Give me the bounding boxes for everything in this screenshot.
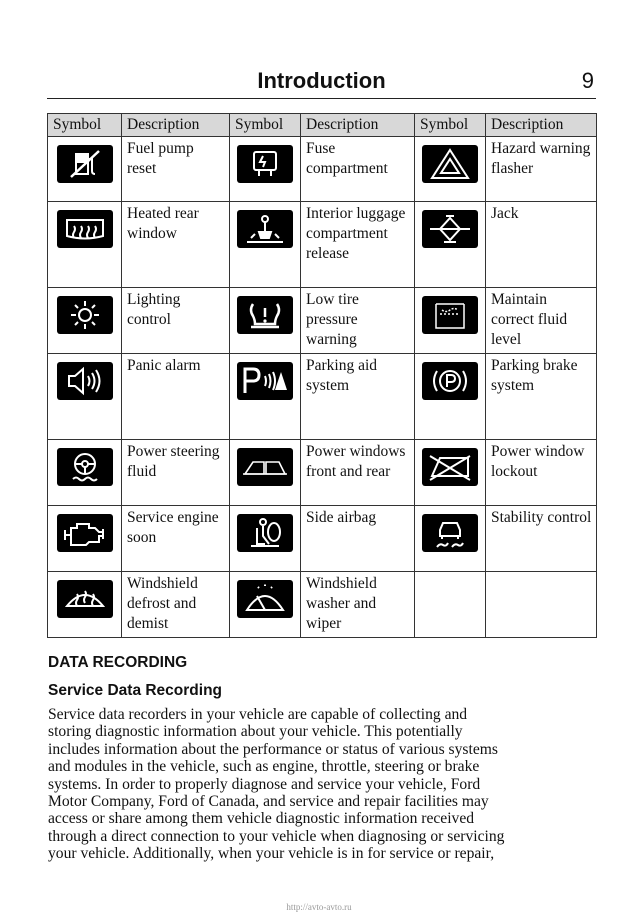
table-row <box>48 572 597 638</box>
description-cell: Power window lockout <box>486 440 597 506</box>
description-cell: Power steering fluid <box>122 440 230 506</box>
empty-cell <box>415 572 486 638</box>
low-tire-pressure-icon <box>237 296 293 334</box>
symbol-cell <box>48 137 122 202</box>
description-cell: Stability control <box>486 506 597 572</box>
symbol-cell <box>230 202 301 288</box>
description-cell: Side airbag <box>301 506 415 572</box>
paragraph-line: your vehicle. Additionally, when your vehicle is in for service or repair, <box>48 845 495 863</box>
table-row <box>48 202 597 288</box>
column-header-description: Description <box>486 114 597 137</box>
table-row <box>48 137 597 202</box>
symbol-cell <box>48 506 122 572</box>
description-cell: Low tire pressure warning <box>301 288 415 354</box>
windshield-defrost-icon <box>57 580 113 618</box>
table-row <box>48 354 597 440</box>
table-row <box>48 288 597 354</box>
description-cell: Interior luggage compartment release <box>301 202 415 288</box>
symbol-cell <box>415 137 486 202</box>
window-lockout-icon <box>422 448 478 486</box>
symbol-cell <box>230 288 301 354</box>
page-number: 9 <box>581 68 594 93</box>
power-steering-fluid-icon <box>57 448 113 486</box>
description-cell: Panic alarm <box>122 354 230 440</box>
paragraph-line: systems. In order to properly diagnose and service your vehicle, Ford <box>48 775 481 793</box>
paragraph-line: and modules in the vehicle, such as engine, throttle, steering or brake <box>48 758 480 776</box>
side-airbag-icon <box>237 514 293 552</box>
paragraph-line: includes information about the performance or status of various systems <box>48 740 498 758</box>
symbol-cell <box>230 440 301 506</box>
section-subheading: Service Data Recording <box>48 682 223 699</box>
symbol-cell <box>230 137 301 202</box>
lighting-control-icon <box>57 296 113 334</box>
description-cell: Lighting control <box>122 288 230 354</box>
power-windows-icon <box>237 448 293 486</box>
page-header <box>47 66 596 99</box>
hazard-warning-icon <box>422 145 478 183</box>
symbol-cell <box>415 506 486 572</box>
description-cell: Hazard warning flasher <box>486 137 597 202</box>
empty-cell <box>486 572 597 638</box>
symbol-cell <box>415 354 486 440</box>
symbol-cell <box>48 202 122 288</box>
description-cell: Jack <box>486 202 597 288</box>
symbol-cell <box>230 506 301 572</box>
column-header-description: Description <box>301 114 415 137</box>
paragraph-line: storing diagnostic information about your vehicle. This potentially <box>48 723 463 741</box>
symbol-cell <box>48 440 122 506</box>
paragraph-line: Service data recorders in your vehicle are capable of collecting and <box>48 706 468 723</box>
section-heading: DATA RECORDING <box>48 654 188 671</box>
body-paragraph <box>48 706 596 863</box>
parking-brake-icon <box>422 362 478 400</box>
description-cell: Power windows front and rear <box>301 440 415 506</box>
column-header-symbol: Symbol <box>230 114 301 137</box>
paragraph-line: through a direct connection to your vehicle when diagnosing or servicing <box>48 827 505 845</box>
luggage-release-icon <box>237 210 293 248</box>
symbol-table <box>47 113 597 638</box>
description-cell: Service engine soon <box>122 506 230 572</box>
description-cell: Parking brake system <box>486 354 597 440</box>
parking-aid-icon <box>237 362 293 400</box>
heated-rear-window-icon <box>57 210 113 248</box>
symbol-cell <box>415 202 486 288</box>
symbol-cell <box>48 354 122 440</box>
jack-icon <box>422 210 478 248</box>
description-cell: Fuel pump reset <box>122 137 230 202</box>
table-row <box>48 440 597 506</box>
panic-alarm-icon <box>57 362 113 400</box>
engine-icon <box>57 514 113 552</box>
description-cell: Parking aid system <box>301 354 415 440</box>
description-cell: Fuse compartment <box>301 137 415 202</box>
stability-control-icon <box>422 514 478 552</box>
column-header-description: Description <box>122 114 230 137</box>
symbol-cell <box>415 440 486 506</box>
footer-url: http://avto-avto.ru <box>286 902 352 912</box>
symbol-cell <box>48 288 122 354</box>
fuse-compartment-icon <box>237 145 293 183</box>
fuel-pump-reset-icon <box>57 145 113 183</box>
column-header-symbol: Symbol <box>415 114 486 137</box>
paragraph-line: access or share among them vehicle diagnostic information received <box>48 810 475 828</box>
column-header-symbol: Symbol <box>48 114 122 137</box>
fluid-level-icon <box>422 296 478 334</box>
description-cell: Windshield washer and wiper <box>301 572 415 638</box>
table-header-row <box>48 114 597 137</box>
description-cell: Windshield defrost and demist <box>122 572 230 638</box>
table-row <box>48 506 597 572</box>
page-title: Introduction <box>257 68 386 93</box>
description-cell: Maintain correct fluid level <box>486 288 597 354</box>
paragraph-line: Motor Company, Ford of Canada, and service and repair facilities may <box>48 793 489 811</box>
windshield-washer-icon <box>237 580 293 618</box>
symbol-cell <box>415 288 486 354</box>
description-cell: Heated rear window <box>122 202 230 288</box>
symbol-cell <box>230 572 301 638</box>
symbol-cell <box>48 572 122 638</box>
symbol-cell <box>230 354 301 440</box>
